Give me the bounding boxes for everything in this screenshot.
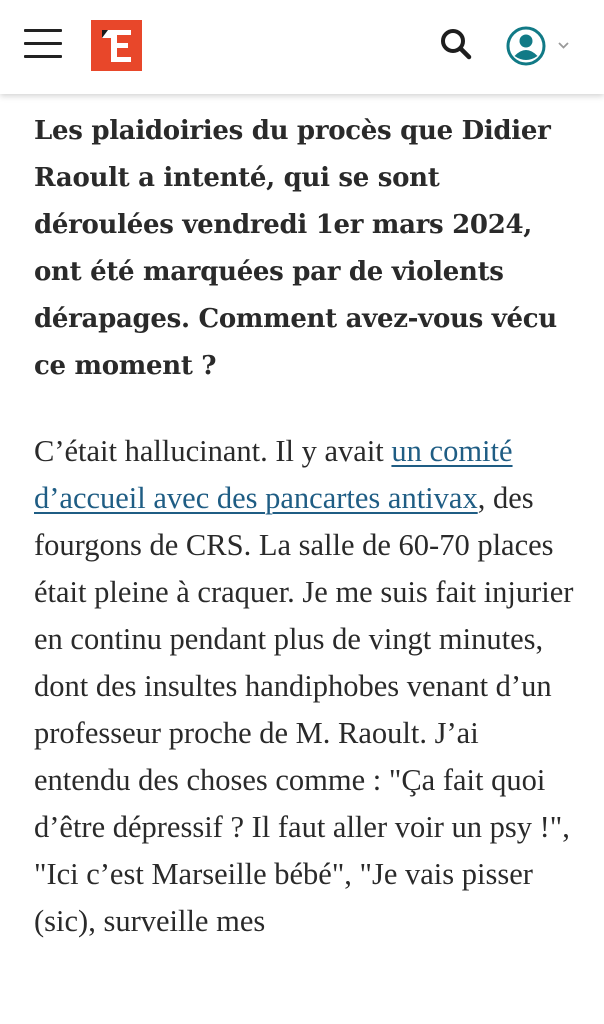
answer-text: C’était hallucinant. Il y avait xyxy=(34,434,392,468)
interview-question: Les plaidoiries du procès que Didier Raoult a intenté, qui se sont déroulées vendredi 1er mars 2024, ont été marquées par de violents dérapages. Comment avez-vous vécu ce moment ? xyxy=(34,116,557,381)
site-logo[interactable] xyxy=(91,20,142,71)
interview-answer xyxy=(34,428,574,945)
top-navigation-bar xyxy=(0,0,604,94)
answer-text-continued: , des fourgons de CRS. La salle de 60-70 places était pleine à craquer. Je me suis fait injurier en continu pendant plus de vingt minutes, dont des insultes handiphobes venant d’un professeur proche de M. Raoult. J’ai entendu des choses comme : "Ça fait quoi d’être dépressif ? Il faut aller voir un psy !", "Ici c’est Marseille bébé", "Je vais pisser (sic), surveille mes xyxy=(34,481,574,938)
search-icon xyxy=(436,24,478,66)
menu-button[interactable] xyxy=(22,26,66,62)
antivax-signs-link[interactable]: un comité d’accueil avec des pancartes antivax xyxy=(34,434,513,515)
search-button[interactable] xyxy=(436,24,478,66)
hamburger-line xyxy=(24,55,62,58)
article-body xyxy=(34,108,574,945)
hamburger-line xyxy=(24,29,62,32)
chevron-down-icon xyxy=(559,43,568,48)
user-account-icon xyxy=(504,22,580,70)
logo-e-icon xyxy=(91,20,142,71)
account-button[interactable] xyxy=(504,22,580,70)
hamburger-line xyxy=(24,42,62,45)
